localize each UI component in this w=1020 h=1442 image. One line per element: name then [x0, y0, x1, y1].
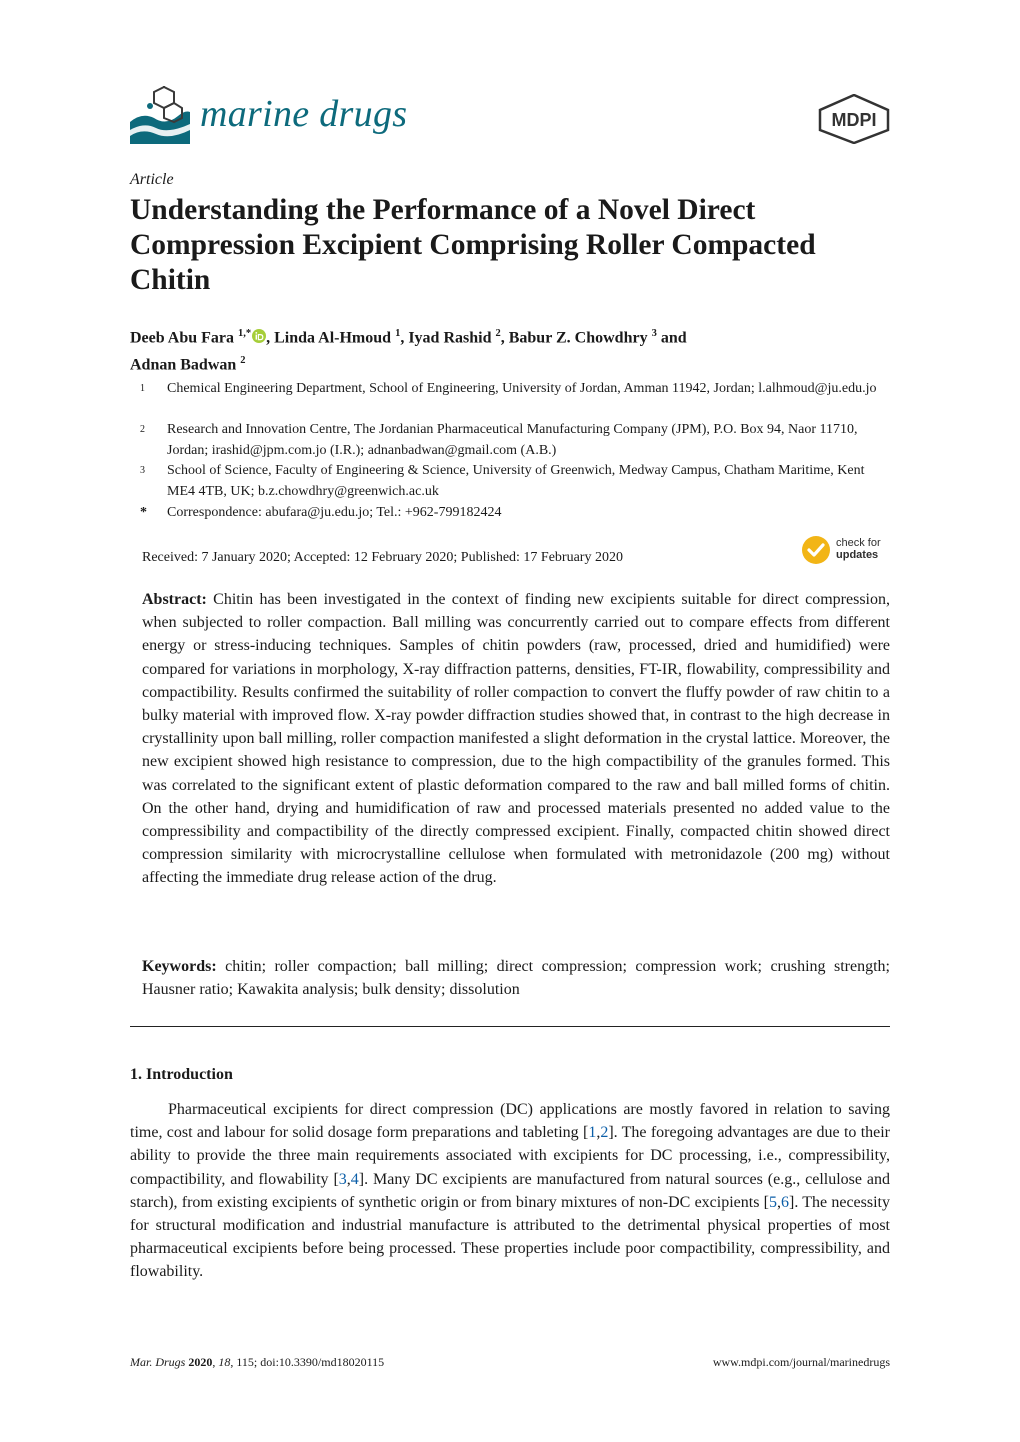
check-updates-line2: updates — [836, 549, 879, 561]
author-affiliation-ref: 2 — [495, 328, 501, 339]
citation-link[interactable]: 3 — [338, 1170, 347, 1188]
intro-text: ]. The foregoing advantages are due to their ability to provide the three main requirements associated with excipients for DC processing, i.e., compressibility, compactibility, and flowability [ — [130, 1124, 891, 1188]
section-heading: 1. Introduction — [130, 1066, 233, 1083]
correspondence-text: Correspondence: abufara@ju.edu.jo; Tel.: +962-799182424 — [167, 505, 502, 520]
affiliation-text: School of Science, Faculty of Engineering & Science, University of Greenwich, Medway Campus, Chatham Maritime, Kent ME4 4TB, UK; b.z.chowdhry@greenwich.ac.uk — [167, 463, 865, 499]
abstract — [142, 588, 890, 890]
author-affiliation-ref: 2 — [240, 355, 246, 367]
article-title: Understanding the Performance of a Novel Direct Compression Excipient Comprising Roller Compacted Chitin — [130, 194, 816, 296]
citation-separator: , — [346, 1170, 351, 1188]
footer-citation — [130, 1355, 384, 1370]
author-affiliation-ref: 1 — [395, 328, 401, 339]
intro-text: ]. Many DC excipients are manufactured from natural sources (e.g., cellulose and starch), from existing excipients of synthetic origin or from binary mixtures of non-DC excipients [ — [130, 1170, 891, 1211]
orcid-icon[interactable] — [252, 329, 266, 343]
author-list: Deeb Abu Fara $^{1,*}$ , Linda Al-Hmoud $^1$, Iyad Rashid $^2$, Babur Z. Chowdhry $^3$ and Adnan Badwan $^2$ — [130, 328, 687, 374]
footer-volume: 18 — [218, 1355, 231, 1369]
author-affiliation-ref: 3 — [651, 328, 657, 339]
footer-year: 2020 — [188, 1355, 213, 1369]
author-name[interactable]: Adnan Badwan — [130, 356, 237, 374]
abstract-label: Abstract: — [142, 591, 207, 608]
intro-text: ]. The necessity for structural modification and industrial manufacture is attributed to the detrimental physical properties of most pharmaceutical excipients before being processed. These properties include poor compactibility, compressibility, and flowability. — [130, 1193, 890, 1281]
section-divider — [130, 1026, 890, 1027]
citation-link[interactable]: 6 — [780, 1193, 789, 1211]
footer-journal-url[interactable]: www.mdpi.com/journal/marinedrugs — [712, 1355, 890, 1369]
affiliation-text: Chemical Engineering Department, School of Engineering, University of Jordan, Amman 11942, Jordan; l.alhmoud@ju.edu.jo — [167, 381, 877, 396]
author-name[interactable]: Iyad Rashid — [408, 329, 492, 347]
check-updates-line1: check for — [836, 537, 881, 549]
citation-link[interactable]: 4 — [350, 1170, 359, 1188]
intro-paragraph — [130, 1098, 890, 1284]
author-name[interactable]: Linda Al-Hmoud — [274, 329, 392, 347]
keywords-label: Keywords: — [142, 958, 217, 975]
mdpi-logo-icon — [818, 94, 890, 144]
affiliation-text: Research and Innovation Centre, The Jordanian Pharmaceutical Manufacturing Company (JPM), P.O. Box 94, Naor 11710, Jordan; irashid@jpm.com.jo (I.R.); adnanbadwan@gmail.com (A.B.) — [167, 422, 858, 458]
correspondence-marker: * — [140, 505, 147, 520]
journal-name: marine drugs — [200, 93, 408, 135]
citation-separator: , — [596, 1124, 601, 1142]
footer-journal-abbrev: Mar. Drugs — [130, 1355, 186, 1369]
author-name[interactable]: Babur Z. Chowdhry — [508, 329, 648, 347]
mdpi-logo-text: MDPI — [831, 110, 877, 130]
publication-dates: Received: 7 January 2020; Accepted: 12 February 2020; Published: 17 February 2020 — [142, 550, 623, 565]
citation-link[interactable]: 1 — [588, 1124, 597, 1142]
footer-doi[interactable]: , 115; doi:10.3390/md18020115 — [230, 1355, 385, 1369]
footer-separator: , — [212, 1355, 219, 1369]
author-affiliation-ref: 1,* — [238, 328, 252, 339]
check-for-updates-label[interactable] — [836, 537, 881, 561]
affiliation-number: 1 — [140, 383, 145, 394]
article-type: Article — [130, 171, 174, 188]
citation-link[interactable]: 5 — [768, 1193, 777, 1211]
affiliation-number: 2 — [140, 424, 145, 435]
journal-logo-icon — [130, 86, 190, 144]
citation-link[interactable]: 2 — [600, 1124, 609, 1142]
intro-text: Pharmaceutical excipients for direct compression (DC) applications are mostly favored in relation to saving time, cost and labour for solid dosage form preparations and tableting [ — [130, 1101, 890, 1142]
author-name[interactable]: Deeb Abu Fara — [130, 329, 234, 347]
affiliation-number: 3 — [140, 465, 145, 476]
citation-separator: , — [776, 1193, 781, 1211]
keywords — [142, 955, 890, 1001]
keywords-text: chitin; roller compaction; ball milling; direct compression; compression work; crushing strength; Hausner ratio; Kawakita analysis; bulk density; dissolution — [142, 958, 891, 999]
author-conjunction: and — [660, 329, 687, 347]
abstract-text: Chitin has been investigated in the context of finding new excipients suitable for direct compression, when subjected to roller compaction. Ball milling was concurrently carried out to compare effects from different energy or stress-inducing techniques. Samples of chitin powders (raw, processed, dried and humidified) were compared for variations in morphology, X-ray diffraction patterns, densities, FT-IR, flowability, compressibility and compactibility. Results confirmed the suitability of roller compaction to convert the fluffy powder of raw chitin to a bulky material with improved flow. X-ray powder diffraction studies showed that, in contrast to the high decrease in crystallinity upon ball milling, roller compaction manifested a slight deformation in the crystal lattice. Moreover, the new excipient showed high resistance to compression, due to the high compactibility of the granules formed. This was correlated to the significant extent of plastic deformation compared to the raw and ball milled forms of chitin. On the other hand, drying and humidification of raw and processed materials presented no added value to the compressibility and compactibility of the directly compressed excipient. Finally, compacted chitin showed direct compression similarity with microcrystalline cellulose when formulated with metronidazole (200 mg) without affecting the immediate drug release action of the drug. — [142, 591, 890, 887]
